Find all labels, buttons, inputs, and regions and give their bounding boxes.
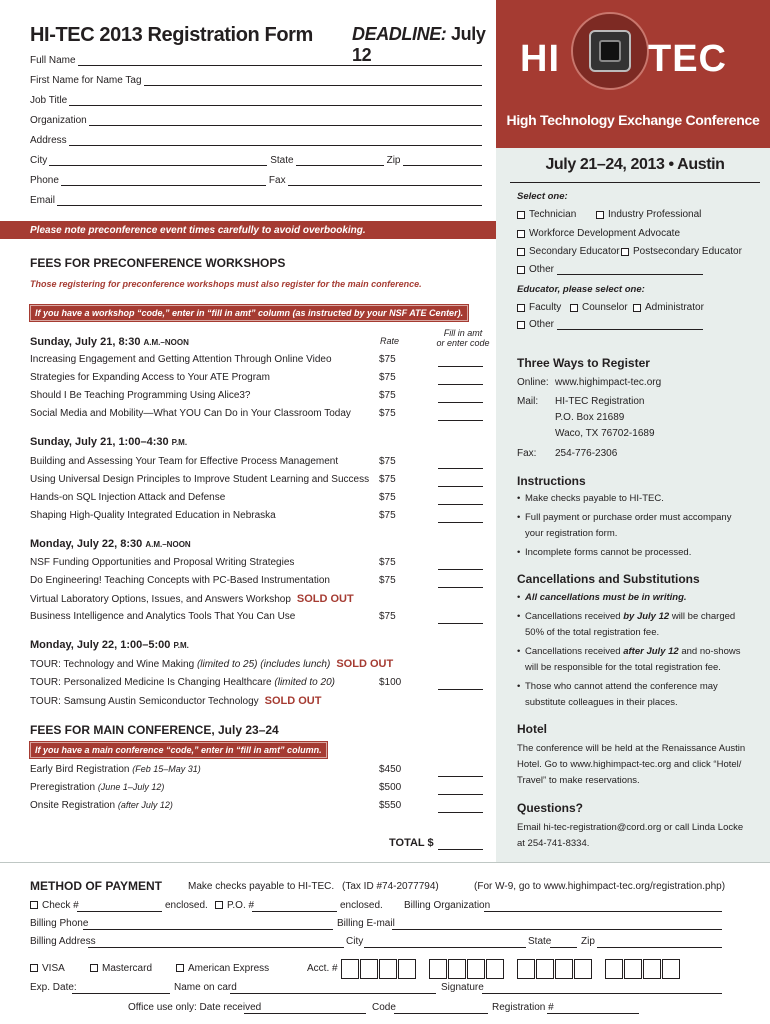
account-number-field[interactable]	[341, 959, 693, 979]
instructions-heading: Instructions	[517, 474, 586, 488]
workshop-row	[30, 390, 485, 404]
cancellation-text: Cancellations received	[525, 646, 624, 657]
main-code-note: If you have a main conference “code,” enter in “fill in amt” column.	[30, 742, 327, 758]
educator-other-field[interactable]	[557, 320, 703, 330]
session-day: Sunday, July 21, 8:30	[30, 336, 144, 348]
workshop-row-sold-out	[30, 658, 485, 672]
workshop-fill-field[interactable]	[438, 623, 483, 624]
name-tag-field[interactable]	[144, 75, 482, 86]
workshop-name: Increasing Engagement and Getting Attention Through Online Video	[30, 354, 332, 365]
job-title-row	[30, 92, 485, 106]
questions-line: Email hi-tec-registration@cord.org or call Linda Locke	[517, 822, 744, 833]
cancellation-text: All cancellations must be in writing.	[525, 592, 687, 603]
secondary-checkbox[interactable]	[517, 246, 620, 257]
hi-tec-logo-block	[496, 0, 770, 148]
technician-checkbox[interactable]	[517, 209, 576, 220]
workshop-rate: $75	[379, 575, 396, 586]
instruction-item: • Incomplete forms cannot be processed.	[517, 545, 757, 561]
workshop-title: Virtual Laboratory Options, Issues, and Answers Workshop	[30, 594, 291, 605]
workshop-row	[30, 575, 485, 589]
workshop-name: Building and Assessing Your Team for Effective Process Management	[30, 456, 339, 467]
select-one-label: Select one:	[517, 191, 568, 202]
account-digit[interactable]	[398, 959, 416, 979]
account-digit[interactable]	[605, 959, 623, 979]
workshop-name: Social Media and Mobility—What YOU Can Do in Your Classroom Today	[30, 408, 351, 419]
postsecondary-checkbox[interactable]	[621, 246, 742, 257]
date-received-field[interactable]	[244, 1013, 366, 1014]
workshop-limit-note: (limited to 20)	[274, 677, 335, 688]
cancellation-item	[517, 679, 757, 711]
cancellation-line	[525, 609, 757, 625]
workshop-rate: $75	[379, 408, 396, 419]
phone-row	[30, 172, 485, 186]
payment-section	[0, 862, 770, 1024]
postsecondary-label: Postsecondary Educator	[633, 246, 742, 257]
checkbox-icon[interactable]	[517, 266, 525, 274]
session-time: A.M.–N	[145, 540, 173, 549]
account-digit[interactable]	[360, 959, 378, 979]
checkbox-icon[interactable]	[517, 321, 525, 329]
workshop-row	[30, 354, 485, 368]
workshop-fill-field[interactable]	[438, 366, 483, 367]
workshop-fill-field[interactable]	[438, 486, 483, 487]
billing-address-label: Billing Address	[30, 936, 96, 947]
total-field[interactable]	[438, 849, 483, 850]
organization-row	[30, 112, 485, 126]
account-digit[interactable]	[467, 959, 485, 979]
registration-row	[30, 800, 485, 814]
checkbox-icon[interactable]	[517, 230, 525, 238]
hotel-text	[517, 741, 757, 789]
hotel-line: The conference will be held at the Renaissance Austin	[517, 743, 746, 754]
address-row	[30, 132, 485, 146]
registration-title: Early Bird Registration	[30, 764, 133, 775]
billing-email-field[interactable]	[392, 929, 722, 930]
fill-amt-column-header	[434, 328, 492, 348]
counselor-label: Counselor	[582, 302, 628, 313]
cancellation-emphasis: by July 12	[623, 611, 670, 622]
billing-city-label: City	[346, 936, 364, 947]
checkbox-icon[interactable]	[621, 248, 629, 256]
session-heading	[30, 538, 191, 550]
address-field[interactable]	[69, 135, 482, 146]
exp-date-field[interactable]	[72, 993, 170, 994]
session-day: Monday, July 22, 8:30	[30, 538, 146, 550]
email-label: Email	[30, 195, 56, 206]
registration-title: Preregistration	[30, 782, 98, 793]
instruction-line: • Full payment or purchase order must accompany	[525, 512, 732, 523]
workshop-rate: $75	[379, 611, 396, 622]
email-row	[30, 192, 485, 206]
register-heading: Three Ways to Register	[517, 356, 650, 370]
po-option[interactable]	[215, 900, 254, 911]
billing-city-field[interactable]	[364, 947, 526, 948]
full-name-row	[30, 52, 485, 66]
cancellation-line: substitute colleagues in their places.	[525, 697, 678, 708]
exp-date-label: Exp. Date:	[30, 982, 77, 993]
registration-name	[30, 782, 164, 793]
deadline-date: July 12	[352, 24, 486, 65]
po-enclosed-label: enclosed.	[340, 900, 383, 911]
workshop-name: Business Intelligence and Analytics Tools That You Can Use	[30, 611, 296, 622]
zip-field[interactable]	[403, 155, 483, 166]
logo-tec-text: TEC	[648, 38, 727, 80]
session-heading	[30, 336, 189, 348]
technician-label: Technician	[529, 209, 577, 220]
city-label: City	[30, 155, 48, 166]
account-digit[interactable]	[429, 959, 447, 979]
session-heading	[30, 436, 187, 448]
cancellation-item	[517, 644, 757, 676]
workshop-fill-field[interactable]	[438, 587, 483, 588]
checkbox-icon[interactable]	[517, 248, 525, 256]
phone-label: Phone	[30, 175, 59, 186]
workshop-fill-field[interactable]	[438, 569, 483, 570]
checkbox-icon[interactable]	[633, 304, 641, 312]
registration-number-field[interactable]	[547, 1013, 639, 1014]
registration-number-label: Registration #	[492, 1002, 554, 1013]
logo-core-icon	[589, 30, 631, 72]
registration-row	[30, 782, 485, 796]
account-digit[interactable]	[448, 959, 466, 979]
signature-field[interactable]	[482, 993, 722, 994]
secondary-label: Secondary Educator	[529, 246, 620, 257]
instruction-item	[517, 510, 757, 542]
billing-phone-field[interactable]	[83, 929, 333, 930]
conference-name: High Technology Exchange Conference	[506, 112, 760, 128]
po-label: P.O. #	[227, 900, 255, 911]
account-digit-group	[429, 959, 505, 979]
account-digit-group	[517, 959, 593, 979]
mastercard-option[interactable]	[90, 963, 152, 974]
billing-org-label: Billing Organization	[404, 900, 491, 911]
workshop-rate: $75	[379, 390, 396, 401]
code-label: Code	[372, 1002, 396, 1013]
workshop-name	[30, 658, 393, 670]
form-title: HI-TEC 2013 Registration Form	[30, 24, 313, 46]
fill-amt-label: Fill in amt	[443, 328, 483, 338]
cancellation-text: will be charged	[669, 611, 736, 622]
cancellation-text: Cancellations received	[525, 611, 624, 622]
mail-line-3: Waco, TX 76702-1689	[555, 428, 655, 439]
session-time-tail: OON	[172, 540, 191, 549]
account-digit[interactable]	[341, 959, 359, 979]
amex-option[interactable]	[176, 963, 269, 974]
billing-address-field[interactable]	[88, 947, 344, 948]
overbooking-notice: Please note preconference event times carefully to avoid overbooking.	[0, 221, 496, 239]
organization-field[interactable]	[89, 115, 482, 126]
visa-option[interactable]	[30, 963, 65, 974]
workshop-rate: $100	[379, 677, 402, 688]
registration-rate: $450	[379, 764, 402, 775]
account-digit[interactable]	[662, 959, 680, 979]
hotel-heading: Hotel	[517, 722, 547, 736]
workshop-rate: $75	[379, 474, 396, 485]
registration-title: Onsite Registration	[30, 800, 118, 811]
visa-label: VISA	[42, 963, 65, 974]
educator-other-checkbox[interactable]	[517, 319, 703, 330]
billing-phone-label: Billing Phone	[30, 918, 89, 929]
workshop-fill-field[interactable]	[438, 402, 483, 403]
cancellation-line: 50% of the total registration fee.	[525, 627, 660, 638]
mail-label: Mail:	[517, 396, 539, 407]
state-field[interactable]	[296, 155, 384, 166]
name-on-card-field[interactable]	[230, 993, 436, 994]
billing-email-label: Billing E-mail	[337, 918, 395, 929]
check-option[interactable]	[30, 900, 79, 911]
hotel-line: Hotel. Go to www.highimpact-tec.org and click “Hotel/	[517, 759, 742, 770]
amex-label: American Express	[188, 963, 270, 974]
preconference-subnote: Those registering for preconference workshops must also register for the main conference.	[30, 279, 422, 289]
registration-name	[30, 764, 201, 775]
email-field[interactable]	[57, 195, 482, 206]
faculty-checkbox[interactable]	[517, 302, 561, 313]
registration-dates: (June 1–July 12)	[97, 782, 165, 792]
billing-org-field[interactable]	[484, 911, 722, 912]
account-digit[interactable]	[643, 959, 661, 979]
address-label: Address	[30, 135, 67, 146]
workshop-fill-field[interactable]	[438, 420, 483, 421]
account-digit[interactable]	[517, 959, 535, 979]
workshop-row	[30, 492, 485, 506]
other-field[interactable]	[557, 265, 703, 275]
billing-state-label: State	[528, 936, 552, 947]
billing-zip-label: Zip	[581, 936, 595, 947]
billing-zip-field[interactable]	[597, 947, 722, 948]
industry-checkbox[interactable]	[596, 209, 701, 220]
deadline-label: DEADLINE:	[352, 24, 447, 44]
conference-dates: July 21–24, 2013 • Austin	[545, 156, 725, 173]
logo-core-inner-icon	[599, 40, 621, 62]
account-digit[interactable]	[574, 959, 592, 979]
registration-row	[30, 764, 485, 778]
account-number-label: Acct. #	[307, 963, 338, 974]
counselor-checkbox[interactable]	[570, 302, 628, 313]
account-digit[interactable]	[486, 959, 504, 979]
workshop-rate: $75	[379, 354, 396, 365]
workshop-fill-field[interactable]	[438, 504, 483, 505]
workshop-title: TOUR: Personalized Medicine Is Changing Healthcare	[30, 677, 275, 688]
workshop-rate: $75	[379, 510, 396, 521]
workshop-row	[30, 372, 485, 386]
workshop-name: Hands-on SQL Injection Attack and Defense	[30, 492, 226, 503]
workshop-fill-field[interactable]	[438, 384, 483, 385]
checkbox-icon[interactable]	[90, 964, 98, 972]
billing-state-field[interactable]	[550, 947, 577, 948]
checkbox-icon[interactable]	[570, 304, 578, 312]
cancellation-line	[525, 644, 757, 660]
mail-line-1: HI-TEC Registration	[555, 396, 645, 407]
hotel-line: Travel” to make reservations.	[517, 775, 640, 786]
cancellation-item	[517, 609, 757, 641]
registration-rate: $500	[379, 782, 402, 793]
logo-emblem-icon	[571, 12, 649, 90]
session-heading	[30, 639, 189, 651]
name-tag-row	[30, 72, 485, 86]
fax-label: Fax:	[517, 448, 537, 459]
cancellation-text: and no-shows	[678, 646, 741, 657]
full-name-label: Full Name	[30, 55, 76, 66]
registration-dates: (Feb 15–May 31)	[132, 764, 201, 774]
account-digit[interactable]	[536, 959, 554, 979]
registration-fill-field[interactable]	[438, 794, 483, 795]
other-checkbox[interactable]	[517, 264, 703, 275]
name-on-card-label: Name on card	[174, 982, 237, 993]
cancellation-line: will be responsible for the total registration fee.	[525, 662, 721, 673]
workshop-row	[30, 408, 485, 422]
educator-label: Educator, please select one:	[517, 284, 645, 295]
sold-out-badge: SOLD OUT	[336, 658, 394, 670]
check-number-field[interactable]	[77, 911, 162, 912]
checkbox-icon[interactable]	[30, 901, 38, 909]
workshop-code-note: If you have a workshop “code,” enter in “fill in amt” column (as instructed by your NSF ATE Center).	[30, 305, 468, 321]
fax-label: Fax	[268, 175, 286, 186]
cancellation-item	[517, 590, 757, 606]
workshop-rate: $75	[379, 492, 396, 503]
workforce-checkbox[interactable]	[517, 228, 680, 239]
zip-label: Zip	[386, 155, 401, 166]
questions-heading: Questions?	[517, 801, 584, 815]
registration-fill-field[interactable]	[438, 776, 483, 777]
workshop-row	[30, 677, 485, 691]
state-label: State	[270, 155, 294, 166]
industry-label: Industry Professional	[608, 209, 702, 220]
check-enclosed-label: enclosed.	[165, 900, 208, 911]
enter-code-label: or enter code	[436, 338, 490, 348]
name-tag-label: First Name for Name Tag	[30, 75, 142, 86]
registration-fill-field[interactable]	[438, 812, 483, 813]
account-digit[interactable]	[555, 959, 573, 979]
checkbox-icon[interactable]	[596, 211, 604, 219]
preconference-heading: FEES FOR PRECONFERENCE WORKSHOPS	[30, 256, 286, 270]
mail-line-2: P.O. Box 21689	[555, 412, 625, 423]
account-digit-group	[341, 959, 417, 979]
checks-payable-note: Make checks payable to HI-TEC.	[188, 881, 335, 892]
phone-field[interactable]	[61, 175, 266, 186]
instruction-line: your registration form.	[525, 528, 618, 539]
checkbox-icon[interactable]	[215, 901, 223, 909]
city-row	[30, 152, 485, 166]
check-label: Check #	[42, 900, 79, 911]
workforce-label: Workforce Development Advocate	[529, 228, 681, 239]
workshop-rate: $75	[379, 372, 396, 383]
workshop-title: TOUR: Samsung Austin Semiconductor Technology	[30, 696, 259, 707]
organization-label: Organization	[30, 115, 87, 126]
workshop-fill-field[interactable]	[438, 689, 483, 690]
workshop-name: Using Universal Design Principles to Improve Student Learning and Success	[30, 474, 370, 485]
registration-rate: $550	[379, 800, 402, 811]
educator-other-label: Other	[529, 319, 555, 330]
checkbox-icon[interactable]	[517, 211, 525, 219]
workshop-fill-field[interactable]	[438, 522, 483, 523]
workshop-name: NSF Funding Opportunities and Proposal Writing Strategies	[30, 557, 295, 568]
job-title-label: Job Title	[30, 95, 68, 106]
checkbox-icon[interactable]	[30, 964, 38, 972]
online-label: Online:	[517, 377, 549, 388]
workshop-name	[30, 695, 321, 707]
workshop-title: TOUR: Technology and Wine Making	[30, 659, 197, 670]
workshop-fill-field[interactable]	[438, 468, 483, 469]
total-label: TOTAL $	[389, 837, 434, 849]
checkbox-icon[interactable]	[517, 304, 525, 312]
mastercard-label: Mastercard	[102, 963, 153, 974]
office-use-label: Office use only: Date received	[128, 1002, 262, 1013]
workshop-name: Should I Be Teaching Programming Using Alice3?	[30, 390, 251, 401]
questions-line: at 254-741-8334.	[517, 838, 590, 849]
instruction-item: • Make checks payable to HI-TEC.	[517, 491, 757, 507]
registration-name	[30, 800, 173, 811]
administrator-label: Administrator	[645, 302, 704, 313]
payment-heading: METHOD OF PAYMENT	[30, 879, 163, 893]
fax-field[interactable]	[288, 175, 482, 186]
sold-out-badge: SOLD OUT	[296, 593, 354, 605]
sold-out-badge: SOLD OUT	[264, 695, 322, 707]
w9-note: (For W-9, go to www.highimpact-tec.org/registration.php)	[474, 881, 726, 892]
administrator-checkbox[interactable]	[633, 302, 704, 313]
workshop-name: Shaping High-Quality Integrated Education in Nebraska	[30, 510, 276, 521]
session-day: Monday, July 22, 1:00–5:00	[30, 639, 174, 651]
online-value: www.highimpact-tec.org	[555, 377, 662, 388]
workshop-row	[30, 611, 485, 625]
workshop-row	[30, 456, 485, 470]
workshop-name: Strategies for Expanding Access to Your ATE Program	[30, 372, 270, 383]
workshop-row-sold-out	[30, 593, 485, 607]
main-conference-heading: FEES FOR MAIN CONFERENCE, July 23–24	[30, 723, 279, 737]
workshop-row-sold-out	[30, 695, 485, 709]
fax-value: 254-776-2306	[555, 448, 618, 459]
workshop-row	[30, 557, 485, 571]
full-name-field[interactable]	[78, 55, 482, 66]
workshop-name	[30, 677, 335, 688]
po-number-field[interactable]	[252, 911, 337, 912]
workshop-rate: $75	[379, 557, 396, 568]
workshop-row	[30, 474, 485, 488]
session-day: Sunday, July 21, 1:00–4:30	[30, 436, 172, 448]
account-digit-group	[605, 959, 681, 979]
workshop-rate: $75	[379, 456, 396, 467]
signature-label: Signature	[441, 982, 484, 993]
workshop-name: Do Engineering! Teaching Concepts with PC-Based Instrumentation	[30, 575, 330, 586]
registration-dates: (after July 12)	[117, 800, 173, 810]
workshop-limit-note: (limited to 25) (includes lunch)	[196, 659, 331, 670]
account-digit[interactable]	[624, 959, 642, 979]
session-time: P.M.	[173, 641, 189, 650]
faculty-label: Faculty	[529, 302, 562, 313]
questions-text	[517, 820, 757, 852]
other-label: Other	[529, 264, 555, 275]
code-field[interactable]	[394, 1013, 488, 1014]
job-title-field[interactable]	[69, 95, 482, 106]
workshop-name	[30, 593, 354, 605]
cancellations-heading: Cancellations and Substitutions	[517, 572, 700, 586]
cancellation-line: • Those who cannot attend the conference may	[525, 681, 718, 692]
rate-column-header: Rate	[380, 336, 400, 346]
account-digit[interactable]	[379, 959, 397, 979]
checkbox-icon[interactable]	[176, 964, 184, 972]
session-time: P.M.	[171, 438, 188, 447]
city-field[interactable]	[49, 155, 267, 166]
logo-hi-text: HI	[520, 38, 560, 80]
divider	[510, 182, 760, 183]
session-time-tail: OON	[170, 338, 189, 347]
session-time: A.M.–N	[143, 338, 171, 347]
tax-id: (Tax ID #74-2077794)	[342, 881, 439, 892]
workshop-row	[30, 510, 485, 524]
cancellation-emphasis: after July 12	[623, 646, 679, 657]
